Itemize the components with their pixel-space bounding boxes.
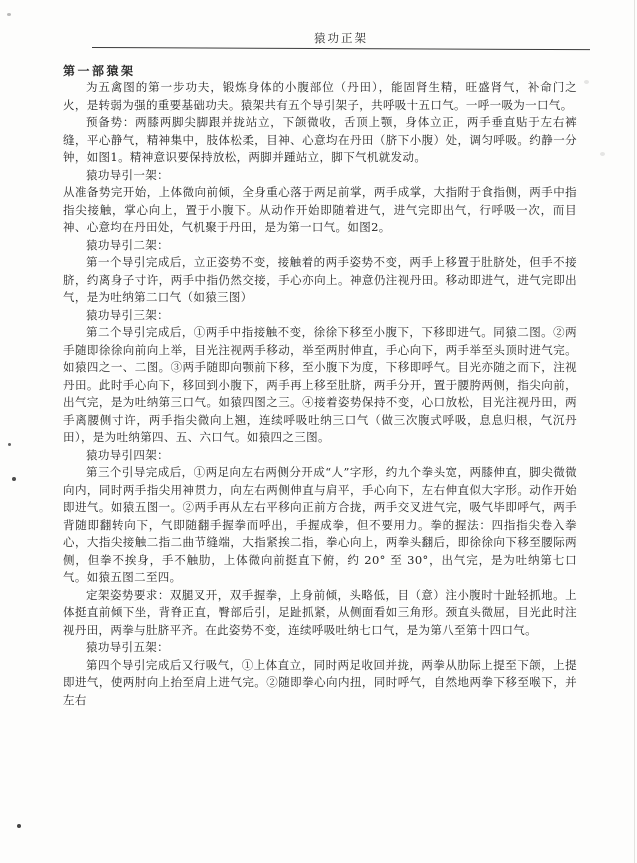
running-head-title: 猿功正架 <box>314 31 368 45</box>
preparation-paragraph: 预备势：两膝两脚尖脚跟并拢站立，下颌微收，舌顶上颚，身体立正，两手垂直贴于左右裤缝，平心静气，精神集中，肢体松柔，目神、心意均在丹田（脐下小腹）处，调匀呼吸。约静一分钟，如图1。精神意识要保持放松，两脚并踵站立，脚下气机就发动。 <box>63 115 577 164</box>
page-content <box>63 30 577 709</box>
frame1-heading: 猿功导引一架： <box>86 167 169 182</box>
scan-speck <box>12 477 16 481</box>
scan-speck <box>584 80 589 84</box>
frame2-paragraph: 第一个导引完成后，立正姿势不变，接触着的两手姿势不变，两手上移置于肚脐处，但手不接脐，约离身子寸许，两手中指仍然交接，手心亦向上。神意仍注视丹田。移动即进气，进气完即出气，是为吐纳第二口气（如猿三图） <box>63 255 577 304</box>
frame4-paragraph: 第三个引导完成后，①两足向左右两侧分开成“人”字形，约九个拳头宽，两膝伸直，脚尖微微向内，同时两手指尖用神贯力，向左右两侧伸直与肩平，手心向下，左右伸直似大字形。动作开始即进气。如猿五图一。②两手再从左右平移向正前方合拢，两手交叉进气完，吸气毕即呼气，两手背随即翻转向下，气即随翻手握拳而呼出，手握成拳，但不要用力。拳的握法：四指指尖卷入拳心，大指尖接触二指二曲节缝端，大指紧挨二指，拳心向上，两拳头翻后，即徐徐向下移至腰际两侧，但拳不挨身，手不触肋，上体微向前挺直下俯，约 20° 至 30°，出气完，是为吐纳第七口气。如猿五图二至四。 <box>63 465 577 584</box>
intro-paragraph: 为五禽图的第一步功夫，锻炼身体的小腹部位（丹田），能固肾生精，旺盛肾气，补命门之火，是转弱为强的重要基础功夫。猿架共有五个导引架子，共呼吸十五口气。一呼一吸为一口气。 <box>63 80 577 112</box>
frame3-heading: 猿功导引三架： <box>86 307 169 322</box>
scan-speck <box>8 443 11 446</box>
frame4-stance-paragraph: 定架姿势要求：双腿叉开，双手握拳，上身前倾，头略低，目（意）注小腹时十趾轻抓地。上体挺直前倾下坐，背脊正直，臀部后引，足趾抓紧，从侧面看如三角形。颈直头微屈，目光此时注视丹田，两拳与肚脐平齐。在此姿势不变，连续呼吸吐纳七口气，是为第八至第十四口气。 <box>63 587 577 637</box>
scan-speck <box>7 13 11 16</box>
frame1-paragraph: 从准备势完开始，上体微向前倾，全身重心落于两足前掌，两手成掌，大指附于食指侧，两手中指指尖接触，掌心向上，置于小腹下。从动作开始即随着进气，进气完即出气，行呼吸一次，而目神、心意均在丹田处，气机聚于丹田，是为第一口气。如图2。 <box>63 185 577 234</box>
frame5-paragraph: 第四个导引完成后又行吸气，①上体直立，同时两足收回并拢，两拳从肋际上提至下颌，上提即进气，使两肘向上抬至肩上进气完。②随即拳心向内扭，同时呼气，自然地两拳下移至喉下，并左右 <box>63 657 577 707</box>
chapter-title: 第一部猿架 <box>63 64 136 78</box>
frame5-heading: 猿功导引五架： <box>86 640 169 654</box>
scan-edge-shadow <box>634 0 635 863</box>
frame2-heading: 猿功导引二架： <box>86 237 169 252</box>
scan-speck <box>600 152 605 156</box>
header-rule <box>92 47 590 50</box>
scan-speck <box>17 824 21 828</box>
frame3-paragraph: 第二个导引完成后，①两手中指接触不变，徐徐下移至小腹下，下移即进气。同猿二图。②两手随即徐徐向前向上举，目光注视两手移动，举至两肘伸直，手心向下，两手举至头顶时进气完。如猿四之一、二图。③两手随即向颚前下移，至小腹下为度，下移即呼气。目光亦随之而下，注视丹田。此时手心向下，移回到小腹下，两手再上移至肚脐，两手分开，置于腰胯两侧，指尖向前，出气完，是为吐纳第三口气。如猿四图之三。④接着姿势保持不变，心口放松，目光注视丹田，两手离腰侧寸许，两手指尖微向上翘，连续呼吸吐纳三口气（做三次腹式呼吸，息息归根，气沉丹田），是为吐纳第四、五、六口气。如猿四之三图。 <box>63 325 577 444</box>
frame4-heading: 猿功导引四架： <box>86 447 169 462</box>
